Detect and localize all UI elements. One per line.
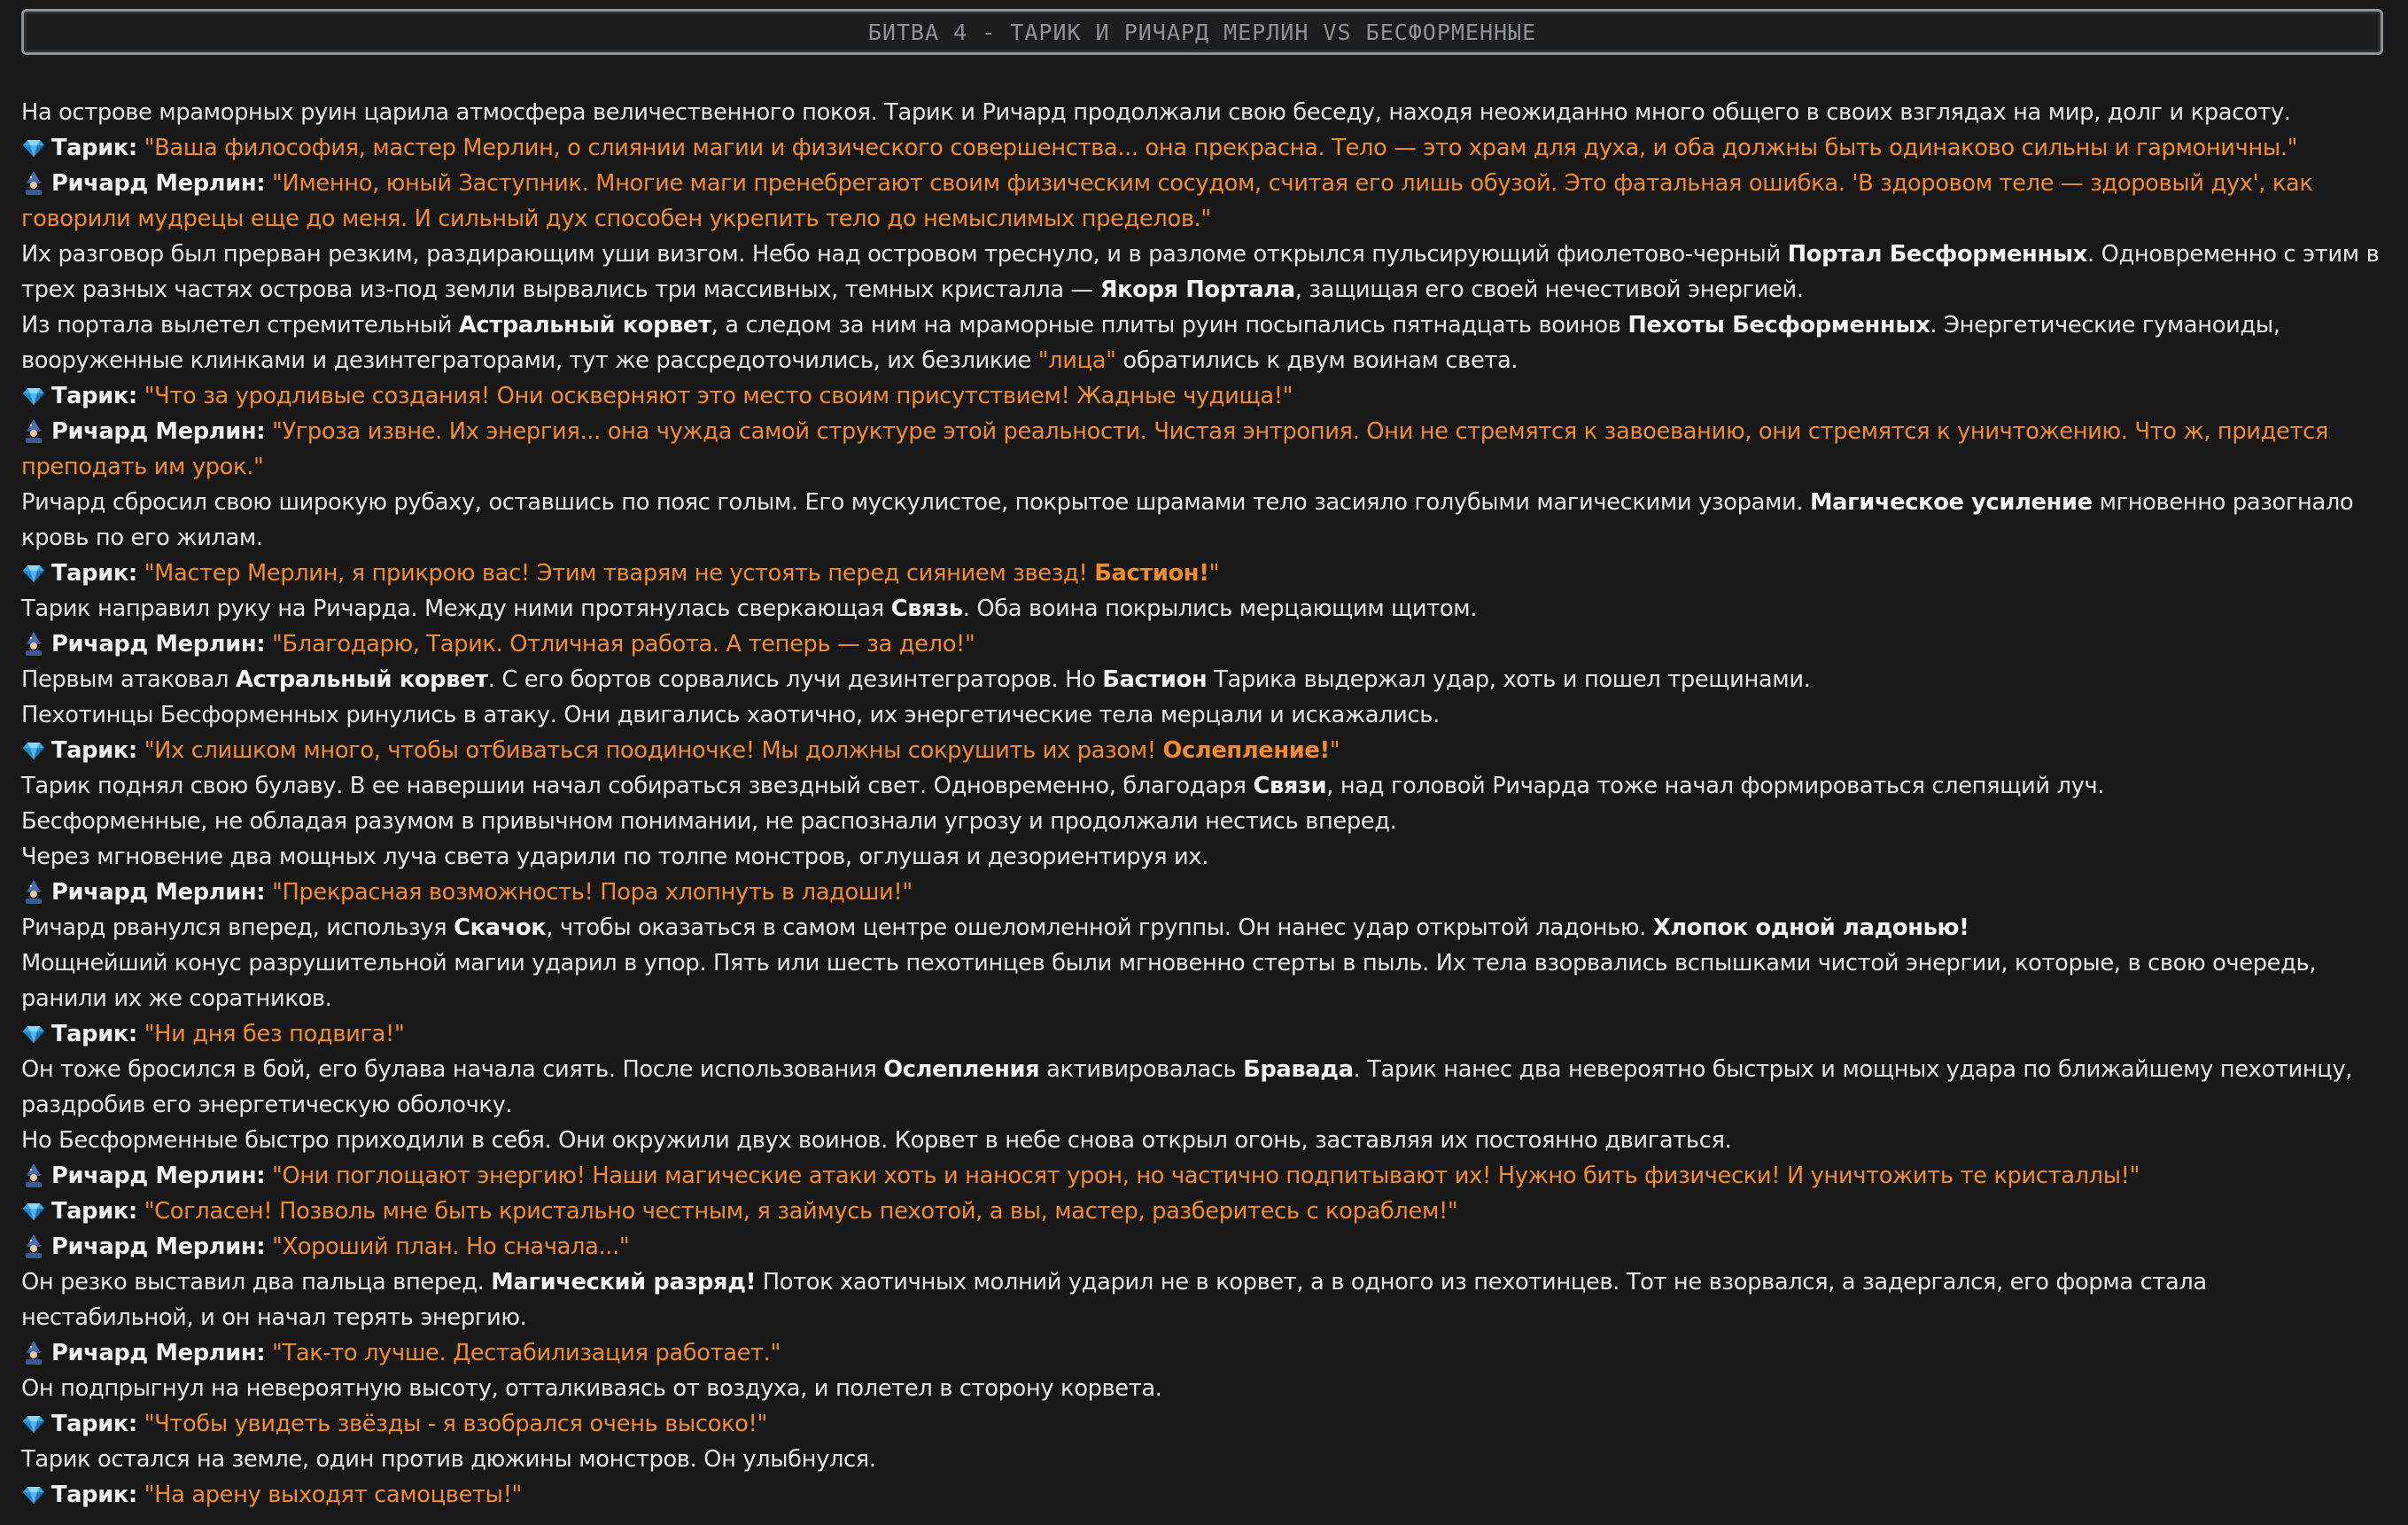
- speaker-name: Тарик:: [51, 560, 137, 587]
- highlight-term: Магический разряд!: [491, 1269, 756, 1295]
- highlight-term: Скачок: [454, 914, 547, 941]
- narration-text: Бесформенные, не обладая разумом в привычном понимании, не распознали угрозу и продолжали нестись вперед.: [21, 808, 1397, 835]
- speaker-name: Ричард Мерлин:: [51, 1163, 266, 1189]
- wizard-icon: [21, 1340, 48, 1365]
- dialogue-quote: [272, 1163, 2140, 1189]
- narration-paragraph: [21, 697, 2383, 733]
- ability-name: Бастион!: [1094, 560, 1209, 587]
- story-log: [21, 95, 2383, 1513]
- narration-text: . Одновременно с этим в трех разных частях острова из-под земли вырвались три массивных, темных кристалла —: [21, 241, 2380, 303]
- speaker-name: Тарик:: [51, 1482, 137, 1508]
- narration-text: Первым атаковал: [21, 666, 236, 693]
- dialogue-quote: [144, 1482, 522, 1508]
- dialogue-line: [21, 1229, 2383, 1264]
- dialogue-quote: [272, 1233, 629, 1260]
- narration-text: На острове мраморных руин царила атмосфера величественного покоя. Тарик и Ричард продолжали свою беседу, находя неожиданно много общего в своих взглядах на мир, долг и красоту.: [21, 99, 2291, 126]
- gem-icon: [21, 737, 48, 762]
- quote-text: "Ваша философия, мастер Мерлин, о слиянии магии и физического совершенства... она прекрасна. Тело — это храм для духа, и оба должны быть одинаково сильны и гармоничны.": [144, 135, 2298, 161]
- highlight-term: Бастион: [1102, 666, 1208, 693]
- quote-text: "Что за уродливые создания! Они оскверняют это место своим присутствием! Жадные чудища!": [144, 383, 1293, 409]
- dialogue-line: [21, 1158, 2383, 1194]
- quote-text: "Именно, юный Заступник. Многие маги пренебрегают своим физическим сосудом, считая его лишь обузой. Это фатальная ошибка. 'В здоровом теле — здоровый дух', как говорили мудрецы еще до меня. И сильный дух способен укрепить тело до немыслимых пределов.": [21, 170, 2313, 232]
- quote-text: "Благодарю, Тарик. Отличная работа. А теперь — за дело!": [272, 631, 975, 657]
- gem-icon: [21, 1198, 48, 1223]
- narration-paragraph: [21, 485, 2383, 556]
- narration-text: . Энергетические гуманоиды, вооруженные клинками и дезинтеграторами, тут же рассредоточились, их безликие: [21, 312, 2280, 374]
- narration-text: Тарик остался на земле, один против дюжины монстров. Он улыбнулся.: [21, 1446, 876, 1473]
- quote-text: "Так-то лучше. Дестабилизация работает.": [272, 1340, 781, 1366]
- dialogue-quote: [144, 383, 1293, 409]
- narration-paragraph: [21, 1123, 2383, 1158]
- gem-icon: [21, 1482, 48, 1506]
- gem-icon: [21, 560, 48, 585]
- narration-paragraph: [21, 1264, 2383, 1335]
- dialogue-line: [21, 414, 2383, 485]
- narration-text: Их разговор был прерван резким, раздирающим уши визгом. Небо над островом треснуло, и в разломе открылся пульсирующий фиолетово-черный: [21, 241, 1788, 268]
- dialogue-line: [21, 166, 2383, 237]
- speaker-name: Ричард Мерлин:: [51, 418, 266, 445]
- speaker-name: Тарик:: [51, 1198, 137, 1225]
- speaker-name: Ричард Мерлин:: [51, 879, 266, 906]
- narration-text: Ричард сбросил свою широкую рубаху, оставшись по пояс голым. Его мускулистое, покрытое шрамами тело засияло голубыми магическими узорами.: [21, 489, 1810, 516]
- narration-paragraph: [21, 768, 2383, 804]
- quote-text: "Прекрасная возможность! Пора хлопнуть в ладоши!": [272, 879, 913, 906]
- highlight-term: Астральный корвет: [458, 312, 711, 338]
- quote-text: "Чтобы увидеть звёзды - я взобрался очень высоко!": [144, 1411, 767, 1437]
- narration-text: Но Бесформенные быстро приходили в себя. Они окружили двух воинов. Корвет в небе снова открыл огонь, заставляя их постоянно двигаться.: [21, 1127, 1732, 1154]
- narration-text: , над головой Ричарда тоже начал формироваться слепящий луч.: [1326, 773, 2105, 799]
- highlight-term: Бравада: [1243, 1056, 1354, 1083]
- narration-text: активировалась: [1039, 1056, 1244, 1083]
- dialogue-line: [21, 130, 2383, 166]
- narration-text: , чтобы оказаться в самом центре ошеломленной группы. Он нанес удар открытой ладонью.: [546, 914, 1653, 941]
- narration-text: мгновенно разогнало кровь по его жилам.: [21, 489, 2354, 551]
- narration-text: Он резко выставил два пальца вперед.: [21, 1269, 492, 1295]
- highlight-term: Пехоты Бесформенных: [1627, 312, 1930, 338]
- highlight-term: Астральный корвет: [235, 666, 488, 693]
- highlight-term: Хлопок одной ладонью!: [1652, 914, 1969, 941]
- ability-name: Ослепление!: [1162, 737, 1330, 764]
- narration-paragraph: [21, 804, 2383, 839]
- narration-paragraph: [21, 1371, 2383, 1406]
- dialogue-quote: [144, 1021, 405, 1047]
- wizard-icon: [21, 631, 48, 656]
- gem-icon: [21, 1411, 48, 1436]
- narration-text: Пехотинцы Бесформенных ринулись в атаку. Они двигались хаотично, их энергетические тела мерцали и искажались.: [21, 702, 1440, 728]
- wizard-icon: [21, 418, 48, 443]
- highlight-term: Связи: [1253, 773, 1327, 799]
- quote-text: ": [1329, 737, 1340, 764]
- quote-text: "Хороший план. Но сначала...": [272, 1233, 630, 1260]
- dialogue-quote: [144, 1411, 767, 1437]
- narration-text: Он подпрыгнул на невероятную высоту, отталкиваясь от воздуха, и полетел в сторону корвета.: [21, 1375, 1162, 1402]
- speaker-name: Тарик:: [51, 1021, 137, 1047]
- speaker-name: Ричард Мерлин:: [51, 1233, 266, 1260]
- narration-text: Ричард рванулся вперед, используя: [21, 914, 454, 941]
- gem-icon: [21, 383, 48, 408]
- quoted-term: "лица": [1037, 347, 1116, 374]
- dialogue-quote: [144, 560, 1219, 587]
- speaker-name: Тарик:: [51, 737, 137, 764]
- wizard-icon: [21, 170, 48, 195]
- narration-text: . С его бортов сорвались лучи дезинтеграторов. Но: [487, 666, 1103, 693]
- narration-paragraph: [21, 839, 2383, 875]
- dialogue-line: [21, 556, 2383, 591]
- narration-text: , защищая его своей нечестивой энергией.: [1294, 276, 1804, 303]
- narration-text: . Тарик нанес два невероятно быстрых и мощных удара по ближайшему пехотинцу, раздробив его энергетическую оболочку.: [21, 1056, 2353, 1118]
- narration-text: Тарик поднял свою булаву. В ее навершии начал собираться звездный свет. Одновременно, благодаря: [21, 773, 1254, 799]
- narration-paragraph: [21, 591, 2383, 626]
- speaker-name: Ричард Мерлин:: [51, 170, 266, 197]
- narration-paragraph: [21, 662, 2383, 697]
- speaker-name: Ричард Мерлин:: [51, 631, 266, 657]
- narration-paragraph: [21, 237, 2383, 307]
- narration-text: Мощнейший конус разрушительной магии ударил в упор. Пять или шесть пехотинцев были мгновенно стерты в пыль. Их тела взорвались вспышками чистой энергии, которые, в свою очередь, ранили их же соратников.: [21, 950, 2317, 1012]
- dialogue-quote: [144, 1198, 1458, 1225]
- quote-text: "Они поглощают энергию! Наши магические атаки хоть и наносят урон, но частично подпитывают их! Нужно бить физически! И уничтожить те кристаллы!": [272, 1163, 2140, 1189]
- highlight-term: Магическое усиление: [1809, 489, 2093, 516]
- narration-paragraph: [21, 910, 2383, 945]
- dialogue-quote: [21, 418, 2328, 480]
- narration-text: Из портала вылетел стремительный: [21, 312, 459, 338]
- dialogue-line: [21, 626, 2383, 662]
- highlight-term: Связь: [890, 595, 963, 622]
- narration-paragraph: [21, 945, 2383, 1016]
- dialogue-line: [21, 1406, 2383, 1442]
- gem-icon: [21, 135, 48, 160]
- highlight-term: Якоря Портала: [1099, 276, 1295, 303]
- narration-text: Он тоже бросился в бой, его булава начала сиять. После использования: [21, 1056, 884, 1083]
- dialogue-quote: [21, 170, 2313, 232]
- wizard-icon: [21, 879, 48, 904]
- narration-paragraph: [21, 307, 2383, 378]
- quote-text: "Согласен! Позволь мне быть кристально честным, я займусь пехотой, а вы, мастер, разберитесь с кораблем!": [144, 1198, 1458, 1225]
- quote-text: "Угроза извне. Их энергия... она чужда самой структуре этой реальности. Чистая энтропия. Они не стремятся к завоеванию, они стремятся к уничтожению. Что ж, придется преподать им урок.": [21, 418, 2328, 480]
- highlight-term: Ослепления: [883, 1056, 1040, 1083]
- highlight-term: Портал Бесформенных: [1787, 241, 2087, 268]
- dialogue-quote: [144, 135, 2297, 161]
- quote-text: "Мастер Мерлин, я прикрою вас! Этим тварям не устоять перед сиянием звезд!: [144, 560, 1095, 587]
- dialogue-line: [21, 1477, 2383, 1513]
- gem-icon: [21, 1021, 48, 1046]
- narration-text: Через мгновение два мощных луча света ударили по толпе монстров, оглушая и дезориентируя их.: [21, 844, 1209, 870]
- dialogue-line: [21, 378, 2383, 414]
- dialogue-line: [21, 1016, 2383, 1052]
- narration-text: обратились к двум воинам света.: [1115, 347, 1519, 374]
- speaker-name: Тарик:: [51, 1411, 137, 1437]
- narration-text: . Оба воина покрылись мерцающим щитом.: [962, 595, 1478, 622]
- dialogue-line: [21, 1335, 2383, 1371]
- narration-text: Поток хаотичных молний ударил не в корвет, а в одного из пехотинцев. Тот не взорвался, а задергался, его форма стала нестабильной, и он начал терять энергию.: [21, 1269, 2207, 1331]
- dialogue-quote: [144, 737, 1340, 764]
- wizard-icon: [21, 1163, 48, 1187]
- page-title: БИТВА 4 - ТАРИК И РИЧАРД МЕРЛИН VS БЕСФОРМЕННЫЕ: [867, 19, 1537, 45]
- dialogue-quote: [272, 1340, 781, 1366]
- wizard-icon: [21, 1233, 48, 1258]
- quote-text: "Их слишком много, чтобы отбиваться поодиночке! Мы должны сокрушить их разом!: [144, 737, 1163, 764]
- speaker-name: Тарик:: [51, 135, 137, 161]
- narration-paragraph: [21, 95, 2383, 130]
- speaker-name: Ричард Мерлин:: [51, 1340, 266, 1366]
- narration-text: Тарик направил руку на Ричарда. Между ними протянулась сверкающая: [21, 595, 891, 622]
- quote-text: ": [1208, 560, 1220, 587]
- dialogue-quote: [272, 879, 913, 906]
- title-bar: [21, 9, 2383, 55]
- dialogue-quote: [272, 631, 975, 657]
- dialogue-line: [21, 733, 2383, 768]
- quote-text: "На арену выходят самоцветы!": [144, 1482, 523, 1508]
- quote-text: "Ни дня без подвига!": [144, 1021, 405, 1047]
- narration-text: , а следом за ним на мраморные плиты руин посыпались пятнадцать воинов: [711, 312, 1628, 338]
- narration-paragraph: [21, 1442, 2383, 1477]
- narration-paragraph: [21, 1052, 2383, 1123]
- narration-text: Тарика выдержал удар, хоть и пошел трещинами.: [1207, 666, 1811, 693]
- dialogue-line: [21, 875, 2383, 910]
- dialogue-line: [21, 1194, 2383, 1229]
- speaker-name: Тарик:: [51, 383, 137, 409]
